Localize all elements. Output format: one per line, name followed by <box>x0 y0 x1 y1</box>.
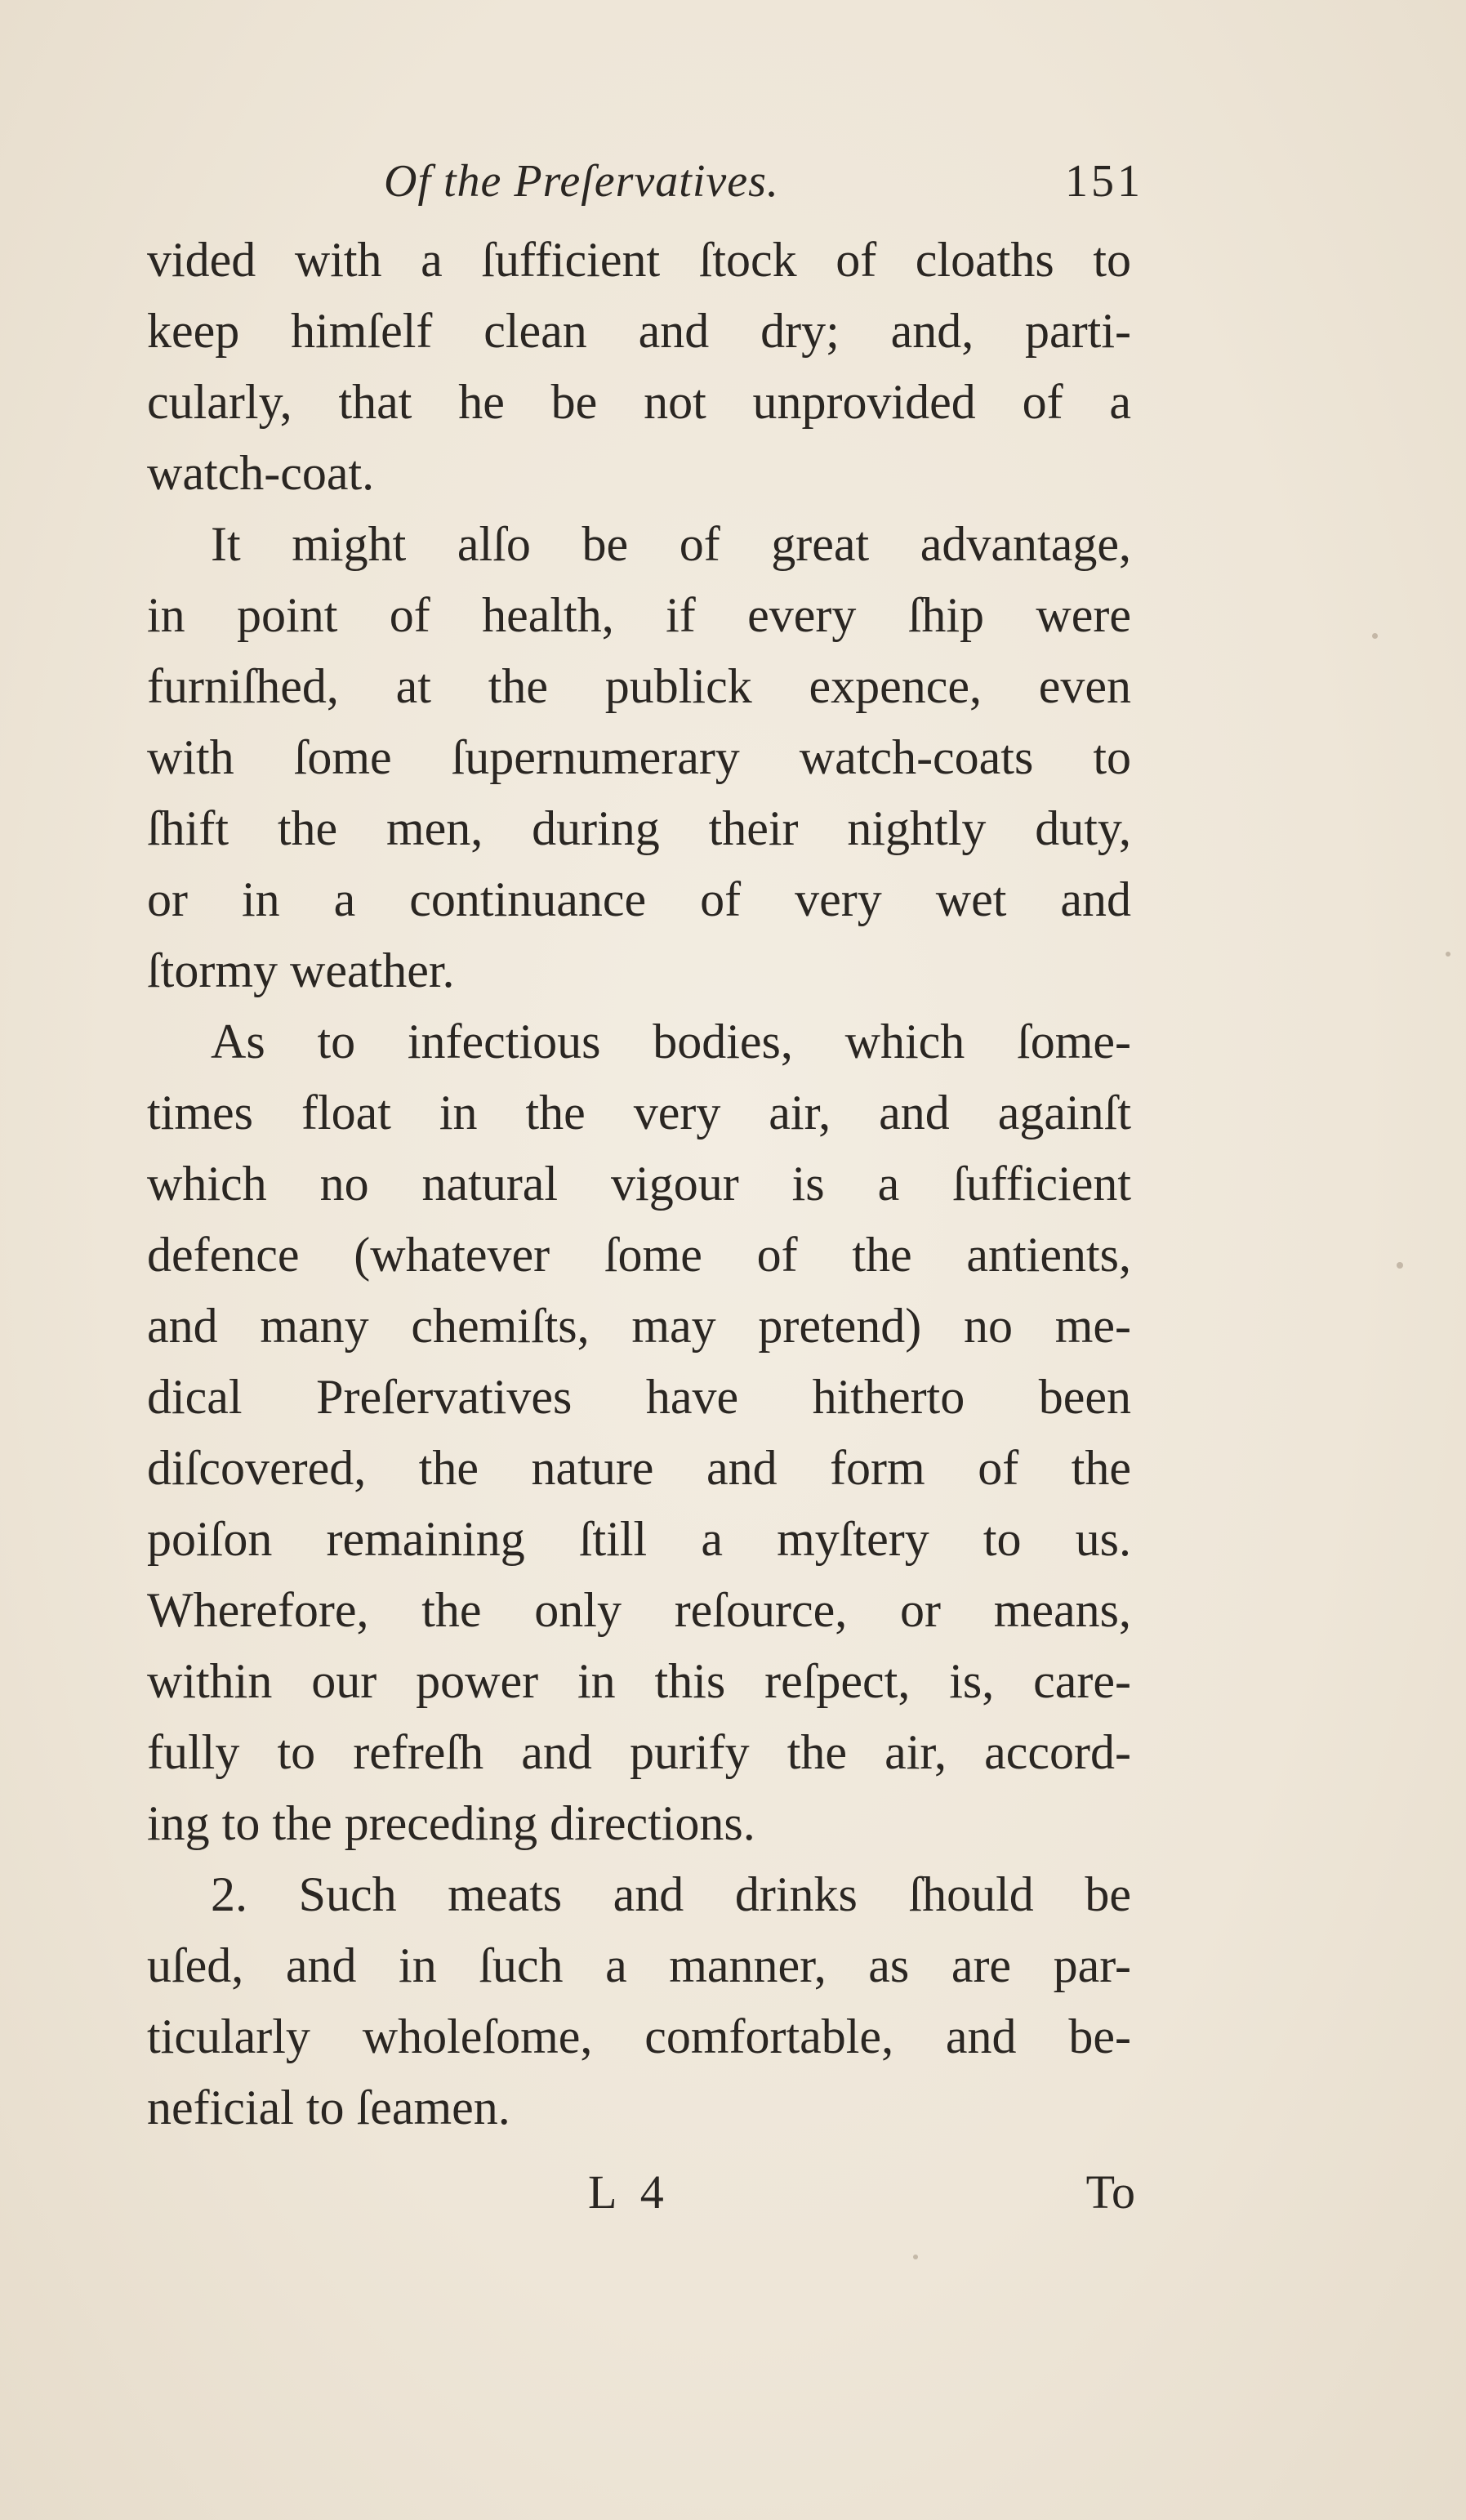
text-line: within our power in this reſpect, is, care- <box>147 1654 1131 1708</box>
text-line: vided with a ſufficient ſtock of cloaths to <box>147 233 1131 287</box>
paper-speck <box>1446 952 1450 957</box>
signature-mark: L 4 <box>588 2165 671 2219</box>
text-line: ing to the preceding directions. <box>147 1796 755 1850</box>
text-line: fully to refreſh and purify the air, accord- <box>147 1725 1131 1779</box>
text-line: or in a continuance of very wet and <box>147 872 1131 926</box>
text-line: furniſhed, at the publick expence, even <box>147 659 1131 713</box>
paragraph <box>147 509 1131 1006</box>
text-line: watch-coat. <box>147 446 375 500</box>
paper-speck <box>913 2255 918 2259</box>
text-line: which no natural vigour is a ſufficient <box>147 1157 1131 1211</box>
page-number: 151 <box>1065 156 1143 207</box>
text-line: As to infectious bodies, which ſome- <box>211 1015 1131 1068</box>
paper-speck <box>1397 1262 1403 1269</box>
text-line: ticularly wholeſome, comfortable, and be- <box>147 2009 1131 2063</box>
text-line: times float in the very air, and againſt <box>147 1086 1131 1140</box>
text-line: cularly, that he be not unprovided of a <box>147 375 1131 429</box>
body-text <box>147 225 1131 2143</box>
text-line: ſhift the men, during their nightly duty, <box>147 801 1131 855</box>
paper-speck <box>1372 633 1378 639</box>
paragraph <box>147 1859 1131 2143</box>
text-line: poiſon remaining ſtill a myſtery to us. <box>147 1512 1131 1566</box>
paragraph <box>147 225 1131 509</box>
text-line: dical Preſervatives have hitherto been <box>147 1370 1131 1424</box>
text-line: neficial to ſeamen. <box>147 2081 510 2134</box>
text-line: in point of health, if every ſhip were <box>147 588 1131 642</box>
text-line: It might alſo be of great advantage, <box>211 517 1131 571</box>
page-footer <box>147 2165 1135 2238</box>
text-line: diſcovered, the nature and form of the <box>147 1441 1131 1495</box>
text-line: with ſome ſupernumerary watch-coats to <box>147 730 1131 784</box>
running-head: Of the Preſervatives. <box>384 156 779 207</box>
page-header <box>384 155 1143 221</box>
text-line: 2. Such meats and drinks ſhould be <box>211 1867 1131 1921</box>
text-line: uſed, and in ſuch a manner, as are par- <box>147 1938 1131 1992</box>
text-line: ſtormy weather. <box>147 943 455 997</box>
text-line: keep himſelf clean and dry; and, parti- <box>147 304 1131 358</box>
text-line: defence (whatever ſome of the antients, <box>147 1228 1131 1282</box>
text-line: and many chemiſts, may pretend) no me- <box>147 1299 1131 1353</box>
paragraph <box>147 1006 1131 1859</box>
catchword: To <box>1085 2165 1135 2219</box>
text-line: Wherefore, the only reſource, or means, <box>147 1583 1131 1637</box>
